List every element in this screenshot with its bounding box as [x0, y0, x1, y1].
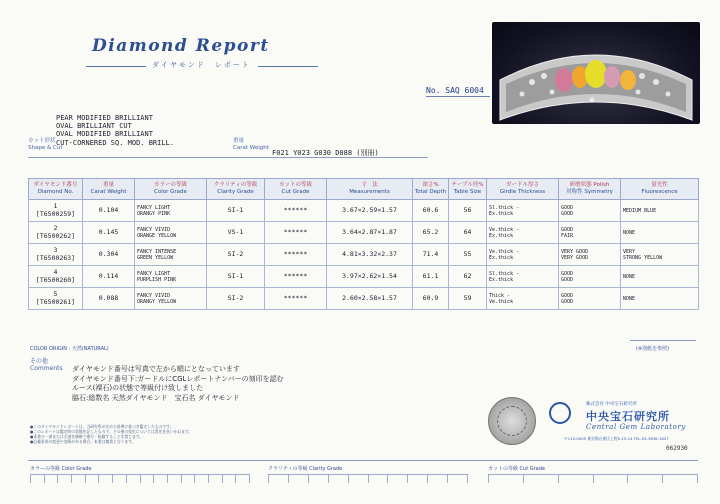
cell-fluor: VERY STRONG YELLOW: [621, 244, 699, 266]
cell-polish: GOOD GOOD: [559, 288, 621, 310]
note-rule: [630, 340, 696, 341]
clarity-scale: [268, 474, 468, 490]
scale-tick: [662, 475, 663, 483]
report-number: No. SAQ 6004: [426, 86, 484, 95]
table-row: [29, 288, 699, 310]
cell-girdle: Thick - Ve.thick: [487, 288, 559, 310]
scale-tick: [308, 475, 309, 483]
scale-tick: [427, 475, 428, 483]
comments-label-en: Comments: [30, 365, 63, 372]
lab-address: 〒110-0005 東京都台東区上野5-15-14 TEL.03-3836-1627: [564, 436, 669, 441]
subtitle-rule-left: [86, 66, 146, 67]
cell-meas: 2.60×2.58×1.57: [327, 288, 413, 310]
cell-color: FANCY LIGHT ORANGY PINK: [135, 200, 207, 222]
fine-print-line: ●このレポートは鑑定時の状態を記したもので、その後の変化については責任を負いかねます。: [30, 429, 193, 434]
scale-tick: [167, 475, 168, 483]
scale-tick: [112, 475, 113, 483]
scale-tick: [30, 475, 31, 483]
lab-name-en: Central Gem Laboratory: [586, 423, 686, 431]
col-header: 深さ% Total Depth: [413, 179, 449, 200]
cell-meas: 3.67×2.59×1.57: [327, 200, 413, 222]
embossed-seal: [488, 397, 536, 445]
report-number-underline: [426, 96, 490, 97]
cell-table: 64: [449, 222, 487, 244]
scale-tick: [348, 475, 349, 483]
cell-fluor: NONE: [621, 222, 699, 244]
scale-tick: [194, 475, 195, 483]
scale-tick: [407, 475, 408, 483]
table-row: [29, 222, 699, 244]
cell-weight: 0.145: [83, 222, 135, 244]
weight-label-en: Carat Weight: [233, 144, 269, 151]
scale-tick: [222, 475, 223, 483]
cell-fluor: MEDIUM BLUE: [621, 200, 699, 222]
shape-line: OVAL MODIFIED BRILLIANT: [56, 130, 153, 139]
clarity-scale-label: クラリティの等級 Clarity Grade: [268, 466, 343, 472]
comments-label-jp: その他: [30, 358, 49, 365]
scale-tick: [85, 475, 86, 483]
reference-note: (※別紙を参照): [636, 346, 670, 352]
cell-polish: GOOD GOOD: [559, 200, 621, 222]
cell-girdle: Ve.thick - Ex.thick: [487, 244, 559, 266]
cell-cut: ******: [265, 266, 327, 288]
cell-table: 56: [449, 200, 487, 222]
cell-clarity: SI-2: [207, 244, 265, 266]
cell-table: 55: [449, 244, 487, 266]
cell-clarity: VS-1: [207, 222, 265, 244]
cell-cut: ******: [265, 200, 327, 222]
comment-line: ダイヤモンド番号下:ガードルにCGLレポートナンバーの刻印を認む: [72, 374, 284, 383]
cell-fluor: NONE: [621, 288, 699, 310]
cell-polish: VERY GOOD VERY GOOD: [559, 244, 621, 266]
col-header: 重量 Carat Weight: [83, 179, 135, 200]
cell-girdle: Ve.thick - Ex.thick: [487, 222, 559, 244]
serial-number: 062930: [666, 445, 688, 452]
cell-meas: 4.81×3.32×2.37: [327, 244, 413, 266]
col-header: 寸 法 Measurements: [327, 179, 413, 200]
col-header: カラーの等級 Color Grade: [135, 179, 207, 200]
cell-cut: ******: [265, 222, 327, 244]
scale-tick: [153, 475, 154, 483]
cell-no: 5 [T6500261]: [29, 288, 83, 310]
fine-print-line: ●本書の一部または全部を無断で複写・転載することを禁じます。: [30, 434, 144, 439]
scale-tick: [181, 475, 182, 483]
cell-no: 3 [T6500263]: [29, 244, 83, 266]
weight-value: F021 Y023 G030 D088 (別冊): [272, 149, 379, 157]
scale-tick: [98, 475, 99, 483]
cell-color: FANCY INTENSE GREEN YELLOW: [135, 244, 207, 266]
comment-line: ルース(裸石)の状態で等級付け致しました: [72, 384, 204, 392]
col-header: ダイヤモンド番号 Diamond No.: [29, 179, 83, 200]
scale-tick: [697, 475, 698, 483]
shape-list: [56, 114, 174, 147]
cell-depth: 65.2: [413, 222, 449, 244]
scale-tick: [328, 475, 329, 483]
cell-clarity: SI-1: [207, 266, 265, 288]
cut-scale: [488, 474, 698, 490]
table-row: [29, 244, 699, 266]
cell-girdle: Sl.thick - Ex.thick: [487, 266, 559, 288]
col-header: テーブル径% Table Size: [449, 179, 487, 200]
cell-polish: GOOD GOOD: [559, 266, 621, 288]
cell-color: FANCY LIGHT PURPLISH PINK: [135, 266, 207, 288]
table-row: [29, 200, 699, 222]
scale-tick: [558, 475, 559, 483]
col-header: カットの等級 Cut Grade: [265, 179, 327, 200]
scale-tick: [467, 475, 468, 483]
cell-depth: 61.1: [413, 266, 449, 288]
scale-tick: [249, 475, 250, 483]
shape-label-en: Shape & Cut: [28, 144, 63, 151]
comment-line: ダイヤモンド番号は写真で左から順にとなっています: [72, 365, 240, 373]
fine-print-line: ●記載事項の変更や加筆がある場合、本書は無効となります。: [30, 439, 136, 444]
color-scale: [30, 474, 250, 490]
shape-line: OVAL BRILLIANT CUT: [56, 122, 132, 131]
ring-photo: [492, 22, 700, 124]
page-title: Diamond Report: [92, 36, 270, 56]
scale-tick: [235, 475, 236, 483]
scale-tick: [208, 475, 209, 483]
cgl-logo-icon: [549, 402, 571, 424]
scale-tick: [288, 475, 289, 483]
cell-weight: 0.304: [83, 244, 135, 266]
cell-depth: 60.9: [413, 288, 449, 310]
cell-meas: 3.97×2.62×1.54: [327, 266, 413, 288]
cell-clarity: SI-1: [207, 200, 265, 222]
scale-tick: [368, 475, 369, 483]
cell-depth: 60.6: [413, 200, 449, 222]
scale-tick: [71, 475, 72, 483]
shape-line: PEAR MODIFIED BRILLIANT: [56, 114, 153, 122]
scale-tick: [44, 475, 45, 483]
scale-tick: [387, 475, 388, 483]
subtitle-rule-right: [258, 66, 318, 67]
table-row: [29, 266, 699, 288]
scale-tick: [593, 475, 594, 483]
shape-label: [28, 138, 63, 151]
lab-company: 株式会社 中央宝石研究所: [586, 402, 637, 407]
scale-tick: [126, 475, 127, 483]
diamond-table: [28, 178, 699, 310]
shape-line: CUT-CORNERED SQ. MOD. BRILL.: [56, 138, 175, 147]
scale-tick: [268, 475, 269, 483]
cell-no: 4 [T6500260]: [29, 266, 83, 288]
cell-color: FANCY VIVID ORANGE YELLOW: [135, 222, 207, 244]
cell-cut: ******: [265, 288, 327, 310]
cell-depth: 71.4: [413, 244, 449, 266]
col-header: ガードル厚さ Girdle Thickness: [487, 179, 559, 200]
cell-weight: 0.088: [83, 288, 135, 310]
ring-illustration: [492, 22, 700, 124]
scale-tick: [140, 475, 141, 483]
cell-polish: GOOD FAIR: [559, 222, 621, 244]
comments-label: [30, 358, 63, 372]
scale-tick: [488, 475, 489, 483]
cell-cut: ******: [265, 244, 327, 266]
scale-tick: [447, 475, 448, 483]
cell-meas: 3.64×2.87×1.87: [327, 222, 413, 244]
weight-label: [233, 138, 269, 151]
cell-weight: 0.114: [83, 266, 135, 288]
cell-no: 2 [T6500262]: [29, 222, 83, 244]
cut-scale-label: カットの等級 Cut Grade: [488, 466, 545, 472]
shape-label-jp: カット形状: [28, 138, 56, 144]
comment-line: 脇石:総数名 天然ダイヤモンド 宝石名 ダイヤモンド: [72, 393, 240, 402]
scale-tick: [57, 475, 58, 483]
table-header-row: [29, 179, 699, 200]
weight-label-jp: 重量: [233, 138, 245, 144]
table-body: [29, 200, 699, 310]
cell-girdle: Sl.thick - Ex.thick: [487, 200, 559, 222]
lab-name: 中央宝石研究所: [586, 410, 670, 423]
fine-print: [30, 424, 470, 444]
color-scale-label: カラーの等級 Color Grade: [30, 466, 92, 472]
cell-fluor: NONE: [621, 266, 699, 288]
cell-no: 1 [T6500259]: [29, 200, 83, 222]
shape-divider: [28, 157, 428, 158]
scale-tick: [523, 475, 524, 483]
col-header: 研磨状態 Polish 対称性 Symmetry: [559, 179, 621, 200]
cell-color: FANCY VIVID ORANGY YELLOW: [135, 288, 207, 310]
footer-divider: [28, 460, 698, 461]
scale-tick: [627, 475, 628, 483]
cell-table: 62: [449, 266, 487, 288]
comments-block: [72, 365, 284, 403]
cell-weight: 0.104: [83, 200, 135, 222]
colour-origin: COLOR ORIGIN : 天然(NATURAL): [30, 346, 109, 352]
page-subtitle: ダイヤモンド レポート: [152, 61, 251, 69]
col-header: 蛍光性 Fluorescence: [621, 179, 699, 200]
col-header: クラリティの等級 Clarity Grade: [207, 179, 265, 200]
fine-print-line: ●このダイヤモンドレポートは、当研究所が定めた基準に基づき鑑定したものです。: [30, 424, 174, 429]
cell-clarity: SI-2: [207, 288, 265, 310]
cell-table: 59: [449, 288, 487, 310]
